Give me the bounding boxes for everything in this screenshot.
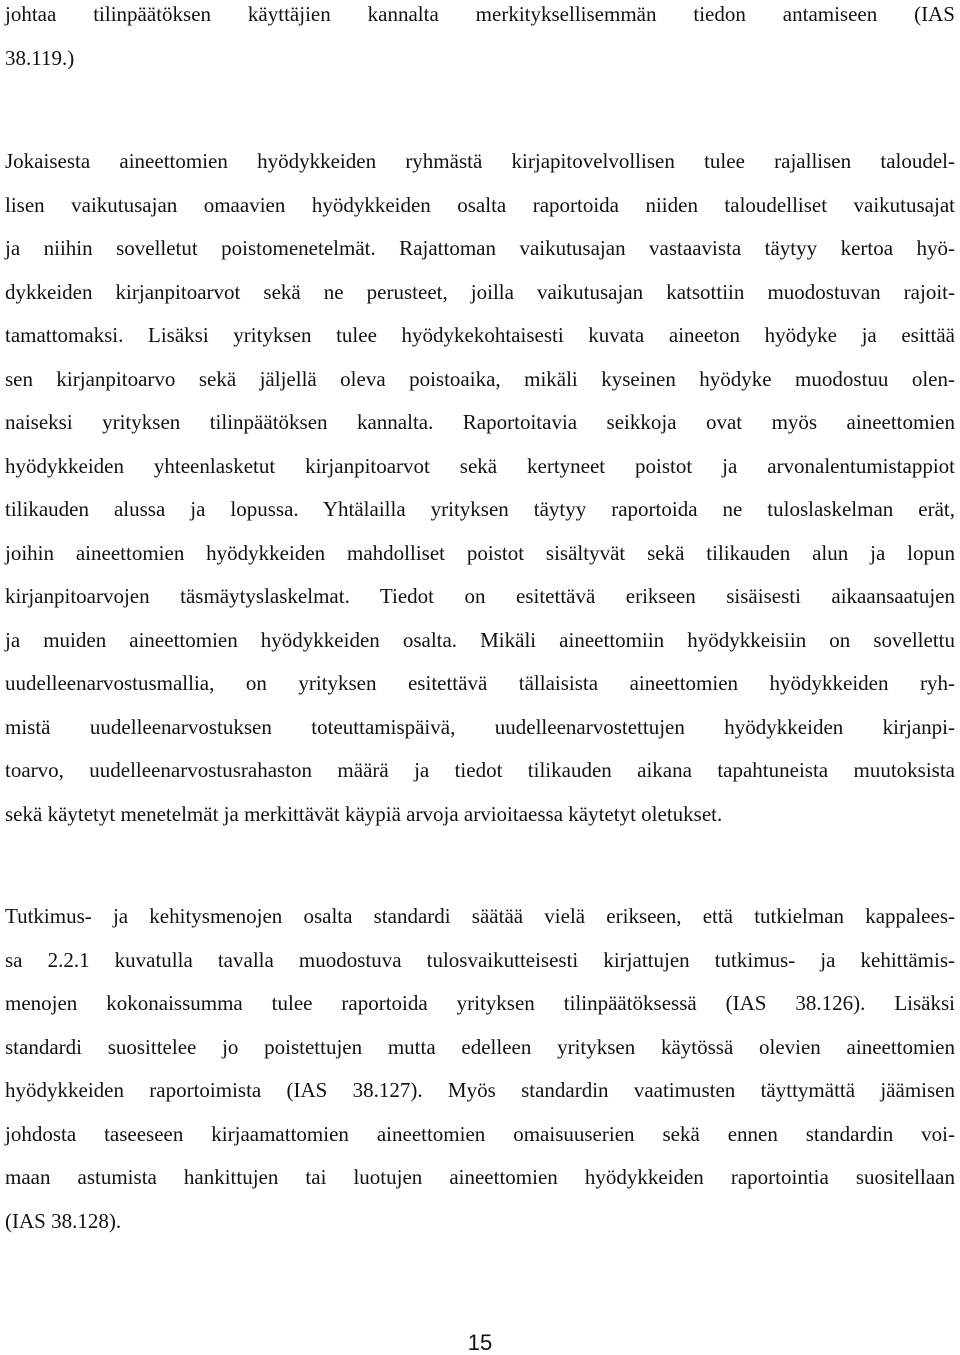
text-line: joihin aineettomien hyödykkeiden mahdolliset poistot sisältyvät sekä tilikauden alun ja lopun bbox=[5, 541, 955, 565]
text-line: hyödykkeiden raportoimista (IAS 38.127). Myös standardin vaatimusten täyttymättä jäämisen bbox=[5, 1078, 955, 1102]
text-line: standardi suosittelee jo poistettujen mutta edelleen yrityksen käytössä olevien aineettomien bbox=[5, 1035, 955, 1059]
text-line: 38.119.) bbox=[5, 46, 75, 70]
text-line: dykkeiden kirjanpitoarvot sekä ne perusteet, joilla vaikutusajan katsottiin muodostuvan rajoit- bbox=[5, 280, 955, 304]
text-line: tamattomaksi. Lisäksi yrityksen tulee hyödykekohtaisesti kuvata aineeton hyödyke ja esittää bbox=[5, 323, 955, 347]
text-line: Jokaisesta aineettomien hyödykkeiden ryhmästä kirjapitovelvollisen tulee rajallisen taloudel- bbox=[5, 149, 955, 173]
page-number: 15 bbox=[467, 1330, 493, 1355]
text-line: toarvo, uudelleenarvostusrahaston määrä ja tiedot tilikauden aikana tapahtuneista muutoksista bbox=[5, 758, 955, 782]
text-line: kirjanpitoarvojen täsmäytyslaskelmat. Tiedot on esitettävä erikseen sisäisesti aikaansaatujen bbox=[5, 584, 955, 608]
text-line: maan astumista hankittujen tai luotujen aineettomien hyödykkeiden raportointia suositellaan bbox=[5, 1165, 955, 1189]
text-line: naiseksi yrityksen tilinpäätöksen kannalta. Raportoitavia seikkoja ovat myös aineettomien bbox=[5, 410, 955, 434]
text-line: sen kirjanpitoarvo sekä jäljellä oleva poistoaika, mikäli kyseinen hyödyke muodostuu olen- bbox=[5, 367, 955, 391]
text-line: ja niihin sovelletut poistomenetelmät. Rajattoman vaikutusajan vastaavista täytyy kertoa hyö- bbox=[5, 236, 955, 260]
text-line: menojen kokonaissumma tulee raportoida yrityksen tilinpäätöksessä (IAS 38.126). Lisäksi bbox=[5, 991, 955, 1015]
text-line: uudelleenarvostusmallia, on yrityksen esitettävä tällaisista aineettomien hyödykkeiden ryh- bbox=[5, 671, 955, 695]
text-line: sekä käytetyt menetelmät ja merkittävät käypiä arvoja arvioitaessa käytetyt oletukset. bbox=[5, 802, 723, 826]
text-line: mistä uudelleenarvostuksen toteuttamispäivä, uudelleenarvostettujen hyödykkeiden kirjanpi- bbox=[5, 715, 955, 739]
text-line: (IAS 38.128). bbox=[5, 1209, 122, 1233]
text-line: hyödykkeiden yhteenlasketut kirjanpitoarvot sekä kertyneet poistot ja arvonalentumistappiot bbox=[5, 454, 955, 478]
text-line: johtaa tilinpäätöksen käyttäjien kannalta merkityksellisemmän tiedon antamiseen (IAS bbox=[5, 2, 955, 26]
text-line: johdosta taseeseen kirjaamattomien aineettomien omaisuuserien sekä ennen standardin voi- bbox=[5, 1122, 955, 1146]
text-line: sa 2.2.1 kuvatulla tavalla muodostuva tulosvaikutteisesti kirjattujen tutkimus- ja kehittämis- bbox=[5, 948, 955, 972]
text-line: Tutkimus- ja kehitysmenojen osalta standardi säätää vielä erikseen, että tutkielman kappalees- bbox=[5, 904, 955, 928]
text-line: lisen vaikutusajan omaavien hyödykkeiden osalta raportoida niiden taloudelliset vaikutusajat bbox=[5, 193, 955, 217]
text-line: ja muiden aineettomien hyödykkeiden osalta. Mikäli aineettomiin hyödykkeisiin on sovellettu bbox=[5, 628, 955, 652]
text-line: tilikauden alussa ja lopussa. Yhtälailla yrityksen täytyy raportoida ne tuloslaskelman erät, bbox=[5, 497, 955, 521]
